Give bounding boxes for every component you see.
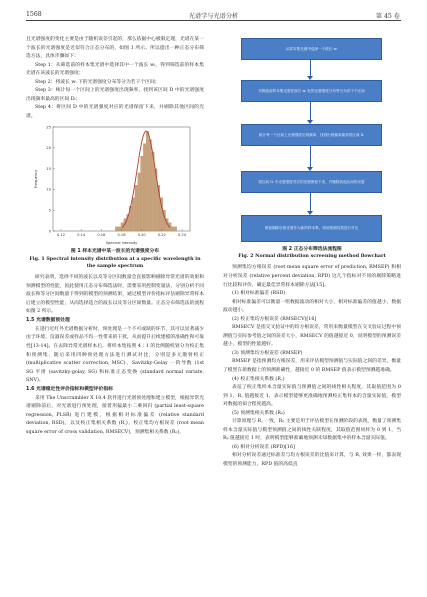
paragraph: 采用 The Unscrambler X 10.4 软件进行光谱预处理和建立模型，根据异常光谱剔除前后，对光谱进行预处理，接着用偏最小二乘回归 (partial least-square regression, PLSR) 进行建模，根据相对标准偏差 (relative standard deviation, RSD)，以及校正集相关系数 (R꜀)，校正集均方根误差 (root mean square error of cross validation, RMSECV)，预测集相关系数 (Rₚ)， <box>26 395 204 435</box>
paragraph: 研究表明，选择不同的波长以及等分区间数量会直接影响剔除异常光谱的效果和预测模型的性能，因此使用正态分布筛选法时，需要采用控制变量法，分别分析不同波长和等分区间数量下得到的模型的预测结果，通过模型评价指标评估剔除异常样本后建立的模型性能，从而选择适合的波长以及等分区间数量。正态分布筛选法的流程如图 2 所示。 <box>26 275 204 315</box>
y-tick-label: 5 <box>48 208 51 213</box>
flow-step-1: 从样本集光谱中选择一个波长 wᵢ <box>241 38 382 60</box>
histogram-bar <box>146 132 149 232</box>
journal-title: 光谱学与光谱分析 <box>188 13 239 20</box>
item-heading: (6) 相对分析误差 (RPD)[16] <box>232 444 295 450</box>
header-rule <box>26 20 401 21</box>
item-heading: (2) 校正集均方根误差 (RMSECV)[16] <box>232 316 317 322</box>
x-tick-label: 0.24 <box>177 233 187 238</box>
item-heading: (1) 相对标准偏差 (RSD) <box>232 291 286 297</box>
histogram-bar <box>132 198 135 231</box>
histogram-bar <box>135 186 138 232</box>
histogram-chart <box>26 121 204 248</box>
histogram-bar <box>141 157 144 232</box>
x-tick-label: 0.16 <box>97 233 106 238</box>
y-tick-label: 15 <box>46 167 51 172</box>
page-number: 1568 <box>26 11 42 18</box>
step-2: Step 2：将波长 wᵢ 下的光谱强度分布等分为若干个区间； <box>35 79 160 85</box>
histogram-bar <box>138 173 141 231</box>
y-tick-label: 0 <box>48 229 51 234</box>
x-tick-label: 0.18 <box>117 233 126 238</box>
volume-label: 第 45 卷 <box>375 13 400 20</box>
paragraph: 预测集均方根误差 (root mean square error of prediction, RMSEP) 和相对分析误差 (relative percent deviation, RPD) 这几个指标对不同的剔除策略进行比较和评价，确定最佳异常样本剔除方法[15]。 <box>223 265 401 288</box>
histogram-bar <box>152 152 155 231</box>
left-column <box>26 36 204 437</box>
figure-1-caption-en: Fig. 1 Spectral intensity distribution at a specific wavelength in the sample spectrum <box>29 255 201 269</box>
x-tick-label: 0.22 <box>157 233 166 238</box>
x-axis-label: Spectral intensity <box>105 241 138 246</box>
step-1: Step 1：从筛选前的样本集光谱中选择其中一个波长 wᵢ，得到筛选前的样本集光谱在该波长的光谱强度； <box>26 62 204 77</box>
item-heading: (5) 预测集相关系数 (Rₚ) <box>232 410 285 416</box>
flow-step-5: 保留剔除后的光谱作为新的样本集，得到预测结果进行对比 <box>241 215 382 242</box>
x-tick-label: 0.20 <box>137 233 146 238</box>
plot-frame <box>53 127 190 231</box>
y-axis-label: Frequency <box>34 170 38 189</box>
figure-2-flowchart <box>223 36 401 246</box>
y-tick-label: 25 <box>46 125 51 130</box>
y-tick-label: 10 <box>46 188 51 193</box>
x-tick-label: 0.12 <box>56 233 66 238</box>
item-text: 表征了校正集样本含量实际值与预测值之间的线性相关程度，其取值范围为 0 到 1，R꜀ 值越接近 1，表示模型能够更准确地预测校正集样本的含量实际值，模型对数据的拟合程度越高。 <box>223 385 401 408</box>
item-heading: (4) 校正集相关系数 (R꜀) <box>232 376 285 382</box>
item-text: RMSECV 是指交叉验证中的均方根误差，常用来衡量模型在交叉验证过程中预测值与实际参考值之间的误差大小，RMSECV 的值越接近 0，说明模型的预测误差越小，模型的性能越好。 <box>223 325 401 348</box>
paragraph: 在进行近红外光谱数据分析时，预处理是一个不可或缺的环节，其可以显著减少由于环境、仪器误差或样品不均一性带来的干扰，从而提升后续建模的准确性和可靠性[13-14]。在去除异常光谱样本后，将样本集按照 4∶1 的比例随机划分为校正集和预测集，随后采用四种预处理方法进行测试对比，分别是多元散射校正 (multiplicative scatter correction, MSC)、Savitzky-Golay 一阶导数 (1st SG 平滑 (savitzky-golay, SG) 和标准正态变换 (standard normal variate, SNV)。 <box>26 326 204 384</box>
item-text: 计算原理与 R꜀ 一致，Rₚ 主要是用于评估模型在预测阶段的表现，衡量了预测集样本含量实际值与模型预测值之间的线性关联程度，其取值范围同样为 0 到 1，当 Rₚ 值越接近 1 时，表明模型能够准确地预测未知数据集中的样本含量实际值。 <box>223 419 401 442</box>
figure-2-caption-cn: 图 2 正态分布筛选法流程图 <box>282 247 342 252</box>
figure-1-caption-cn: 图 1 样本光谱中某一波长的光谱强度分布 <box>70 249 160 255</box>
item-text: 相对标准偏差可以衡量一组数据波动的相对大小，相对标准偏差的值越小，数据波动越小。 <box>223 299 401 314</box>
right-column <box>223 36 401 470</box>
histogram-bar <box>118 227 121 231</box>
y-axis-ticks <box>46 126 54 234</box>
histogram-bar <box>143 144 146 231</box>
figure-1-histogram <box>26 121 204 248</box>
y-tick-label: 20 <box>46 146 51 151</box>
paragraph: 且光谱强度的变化主要是由于随机误差引起的，那么依据中心极限定理，光谱在某一个波长的光谱强度是近似符合正态分布的，如图 1 所示。所以提出一种正态分布筛选方法，具体步骤如下： <box>26 37 204 60</box>
histogram-bar <box>171 227 174 231</box>
histogram-bar <box>149 140 152 232</box>
section-heading-1-5: 1.5 光谱数据预处理 <box>26 318 70 324</box>
flow-step-4: 将区间 Dᵢ 中光谱强度对应的光谱保留下来，并剔除其他区间的光谱 <box>241 171 382 193</box>
flow-step-2: 对筛选前样本集光谱在波长 wᵢ 处的光谱强度分布等分为若干个区间 <box>241 80 382 102</box>
item-heading: (3) 预测集均方根误差 (RMSEP) <box>232 350 303 356</box>
item-text: 相对分析误差通过标准差与均方根误差的比值来计算，与 R꜀ 效果一样，都表现模型的预测能力。RPD 值的高低直 <box>223 453 401 467</box>
figure-2-caption-en: Fig. 2 Normal distribution screening method flowchart <box>238 253 386 260</box>
step-3: Step 3：统计每一个区间上的光谱强度出现频率，找到该区间 D 中的光谱强度出现频率最高的区间 Dᵢ； <box>26 88 204 102</box>
section-heading-1-6: 1.6 光谱稳定性评价指标和模型评价指标 <box>26 387 113 393</box>
histogram-bar <box>115 227 118 231</box>
flow-step-3: 统计每一个区间上光谱强度出现频率，找到出现频率最高的区间 Dᵢ <box>241 124 382 146</box>
histogram-bars <box>115 132 176 232</box>
x-tick-label: 0.14 <box>77 233 86 238</box>
item-text: RMSEP 是指预测均方根误差，用来评估模型预测值与实际值之间的差异，衡量了模型在新数据上的预测准确性，越接近 0 的 RMSEP 值表示模型预测越准确。 <box>223 359 401 373</box>
histogram-bar <box>174 227 177 231</box>
step-4: Step 4：将区间 D 中的光谱强度对应的光谱保留下来，并剔除其他区间的光谱。 <box>26 105 204 119</box>
